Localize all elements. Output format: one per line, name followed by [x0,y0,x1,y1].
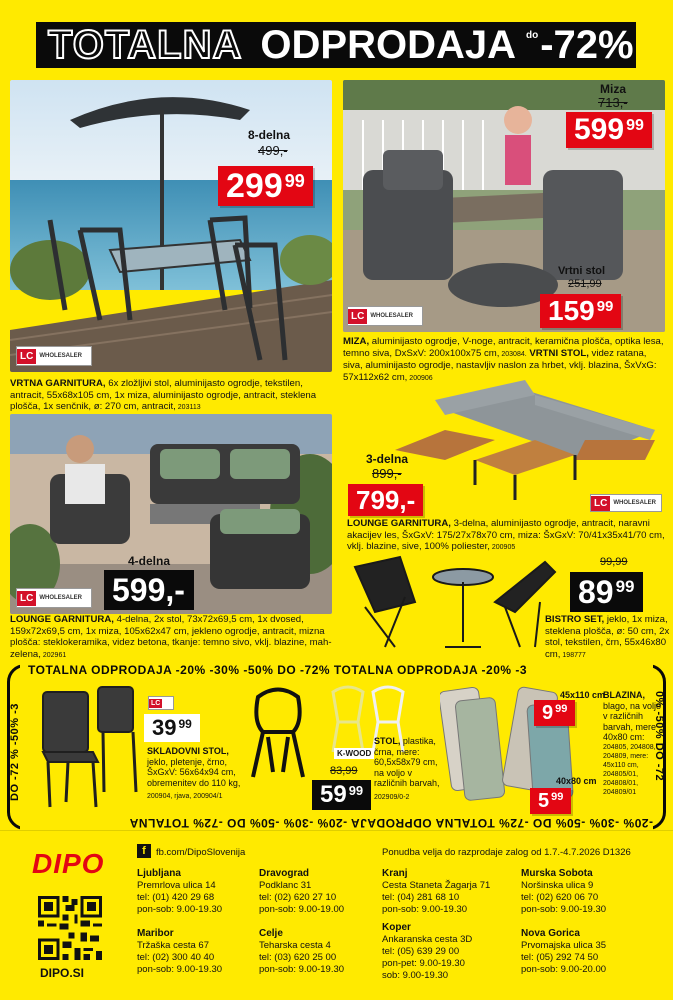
chair-name: VRTNI STOL, [526,347,589,359]
plastic-chair-price [312,780,371,810]
store-street: Tržaška cesta 67 [137,940,209,951]
store-street: Teharska cesta 4 [259,940,331,951]
store-hours: pon-pet: 9.00-19.30 [382,958,465,969]
price-cents: 99 [284,171,305,191]
cushion-name: BLAZINA, [603,690,645,700]
title-banner [36,22,636,68]
store-tel: tel: (02) 620 06 70 [521,892,599,903]
lounge3-price [348,484,423,516]
bistro-code: 198777 [560,651,586,659]
logo-brand: WHOLESALER [613,500,657,506]
table-text: aluminijasto ogrodje, V-noge, antracit, keramična plošča, optika lesa, temno siva, DxSxV: 200x100x75 cm, [343,336,664,359]
store-street: Cesta Staneta Žagarja 71 [382,880,491,891]
wholesaler-logo-2 [347,306,423,326]
header [0,0,673,78]
table-code: 203084. [499,350,527,358]
store-hours: pon-sob: 9.00-19.00 [259,904,345,915]
price-cents: 99 [555,703,568,715]
price-main: 39 [152,715,177,740]
lounge3-desc [347,518,669,554]
price: 799,- [356,485,416,515]
garden-set-desc [10,378,335,414]
store-hours: pon-sob: 9.00-19.30 [137,904,223,915]
ticker-bottom-bg [20,815,653,831]
wholesaler-logo [16,346,92,366]
store-tel: tel: (02) 620 27 10 [259,892,337,903]
price-cents: 99 [178,717,192,731]
plastic-chair-old-price: 83,99 [330,765,358,777]
plastic-chair-text: plastika, črna, mere: 60,5x58x79 cm, na voljo v različnih barvah, [374,736,440,788]
lc-mark: LC [151,699,161,707]
store-city: Nova Gorica [521,928,580,939]
store-nova-gorica [521,928,606,976]
stack-chair-image [38,682,148,810]
store-tel: tel: (03) 620 25 00 [259,952,337,963]
store-hours: pon-sob: 9.00-19.30 [382,904,468,915]
store-hours: pon-sob: 9.00-19.30 [137,964,223,975]
table-label: Miza [600,82,627,96]
bistro-name: BISTRO SET, [545,614,605,625]
site-link[interactable]: DIPO.SI [40,966,85,980]
stack-chair-text: jeklo, pletenje, črno, ŠxGxV: 56x64x94 cm, obremenitev do 110 kg, [147,756,241,788]
validity-text: Ponudba velja do razprodaje zalog od 1.7.-4.7.2026 D1326 [382,847,631,858]
lounge4-code: 202961 [40,651,67,659]
stack-chair-code: 200904, rjava, 200904/1 [147,793,223,800]
store-street: Prvomajska ulica 35 [521,940,607,951]
lounge4-name: LOUNGE GARNITURA, [10,614,114,625]
chair-code: 200906 [407,374,433,382]
stack-chair-price [144,714,200,742]
cushion-codes2: 204805/01, 204808/01, 204809/01 [603,770,639,796]
price: 599,- [112,572,185,608]
title-do: do [525,30,539,41]
cushion-codes1: 204805, 204808, 204809, mere: 45x110 cm, [603,743,656,769]
cushion-price1 [534,700,575,726]
bistro-old-price: 99,99 [600,556,628,568]
chair-old-price: 251,99 [568,278,602,290]
plastic-chair-code: 202909/0-2 [374,793,410,801]
store-celje [259,928,344,976]
price-main: 89 [578,574,614,610]
lc-mark: LC [17,591,36,606]
ticker-left: DO -72 % -50% -3 [9,703,21,801]
plastic-chair-desc [374,736,446,803]
price-cents: 99 [615,577,635,596]
chair-text: videz ratana, siva, aluminijasto ogrodje, nastavljiv naslon za hrbet, vklj. blazina, ŠxVxG: 57x112x62 cm, [343,347,657,383]
price-main: 5 [538,790,550,812]
plastic-chair-name: STOL, [374,736,401,746]
lc-mark: LC [17,349,36,364]
store-city: Koper [382,922,411,933]
store-street: Noršinska ulica 9 [521,880,594,891]
store-city: Dravograd [259,868,310,879]
store-tel: tel: (04) 281 68 10 [382,892,460,903]
price-main: 299 [226,167,283,205]
store-city: Murska Sobota [521,868,593,879]
cushion-text: blago, na voljo v različnih barvah, mere 40x80 cm: [603,700,662,742]
cushion-size1: 45x110 cm [560,690,606,700]
facebook-icon: f [137,844,151,858]
price-cents: 99 [626,117,644,134]
table-desc [343,336,668,384]
wholesaler-logo-5 [148,696,174,710]
stack-chair-name: SKLADOVNI STOL, [147,746,229,756]
store-city: Kranj [382,868,408,879]
lounge3-text: 3-delna, aluminijasto ogrodje, antracit, naravni akacijev les, ŠxGxV: 175/27x78x70 cm, miza: ŠxGxV: 70/41x35x41/70 cm, vklj. blazine, sive, 100% poliester, [347,518,665,552]
garden-set-price [218,166,313,206]
kwood-logo: K-WOOD [334,748,374,759]
lounge4-desc [10,614,340,661]
ticker-top-bg [20,662,653,678]
store-street: Ankaranska cesta 3D [382,934,473,945]
table-price [566,112,652,148]
logo-brand: WHOLESALER [39,353,83,359]
cushion-price2 [530,788,571,814]
lounge4-label: 4-delna [128,554,171,568]
store-maribor [137,928,222,976]
lc-mark: LC [591,496,610,511]
store-street: Podklanc 31 [259,880,312,891]
ticker-right: 0% -50% DO -72 [653,691,665,782]
cushion-size2: 40x80 cm [556,776,597,786]
price-main: 9 [542,702,554,724]
chair-label: Vrtni stol [558,265,606,277]
logo-brand: WHOLESALER [39,595,83,601]
lounge3-old-price: 899,- [372,466,402,481]
table-name: MIZA, [343,336,370,347]
bistro-text: jeklo, 1x miza, steklena plošča, ø: 50 cm, 2x stol, tekstilen, črn, 55x46x80 cm, [545,614,670,660]
dipo-logo: DIPO [32,848,105,879]
wholesaler-logo-4 [590,494,662,512]
logo-brand: WHOLESALER [370,313,414,319]
lounge3-image [385,380,665,510]
ticker-top: TOTALNA ODPRODAJA -20% -30% -50% DO -72% TOTALNA ODPRODAJA -20% -3 [28,663,528,677]
lounge4-text: 4-delna, 2x stol, 73x72x69,5 cm, 1x dvosed, 159x72x69,5 cm, 1x miza, 105x62x47 cm, jekleno ogrodje, antracit, mizna plošča: steklokeramika, videz betona, tkanje: temno sivo, vklj. blazine, mah-zelena, [10,614,332,660]
garden-set-text: 6x zložljivi stol, aluminijasto ogrodje, tekstilen, antracit, 55x68x105 cm, 1x miza, aluminijasto ogrodje, antracit, steklena plošča, 1x senčnik, ø: 270 cm, antracit, [10,378,317,412]
lounge3-name: LOUNGE GARNITURA, [347,518,451,529]
title-word2: ODPRODAJA [260,22,516,67]
store-ljubljana [137,868,222,916]
price-main: 59 [320,781,347,808]
bistro-price [570,572,643,612]
garden-set-label: 8-delna [248,128,291,142]
lc-mark: LC [348,309,367,324]
ticker-bottom: -20% -30% -50% DO -72% TOTALNA ODPRODAJA -20% -30% -50% DO -72% TOTALNA [129,816,653,830]
store-street: Premrlova ulica 14 [137,880,216,891]
bistro-desc [545,614,670,661]
garden-set-name: VRTNA GARNITURA, [10,378,106,389]
title-word1: TOTALNA [42,23,248,68]
lounge3-label: 3-delna [366,452,409,466]
store-tel: tel: (02) 300 40 40 [137,952,215,963]
lounge4-price [104,570,194,610]
store-city: Maribor [137,928,174,939]
stack-chair-desc [147,746,247,803]
price-main: 159 [548,295,595,326]
chair-price [540,294,621,328]
garden-set-old-price: 499,- [258,143,288,158]
bistro-image [345,552,560,652]
store-hours: pon-sob: 9.00-20.00 [521,964,607,975]
cushion-desc [603,690,663,797]
store-koper [382,922,472,982]
store-dravograd [259,868,344,916]
title-discount: -72% [540,22,634,67]
store-tel: tel: (01) 420 29 68 [137,892,215,903]
price-cents: 99 [596,298,614,315]
price-cents: 99 [348,783,364,798]
facebook-link[interactable]: fb.com/DipoSlovenija [156,847,246,858]
qr-code [38,896,102,960]
price-main: 599 [574,113,625,146]
store-city: Ljubljana [137,868,181,879]
store-hours2: sob: 9.00-19.30 [382,970,449,981]
garden-set-photo [10,80,332,372]
store-city: Celje [259,928,283,939]
wholesaler-logo-3 [16,588,92,608]
lounge3-code: 200905 [489,544,516,551]
table-old-price: 713,- [598,95,628,110]
garden-set-code: 203113 [175,404,201,411]
price-cents: 99 [551,791,564,803]
store-hours: pon-sob: 9.00-19.30 [521,904,607,915]
store-tel: tel: (05) 292 74 50 [521,952,599,963]
store-murska-sobota [521,868,606,916]
store-hours: pon-sob: 9.00-19.30 [259,964,345,975]
store-tel: tel: (05) 639 29 00 [382,946,460,957]
store-kranj [382,868,490,916]
